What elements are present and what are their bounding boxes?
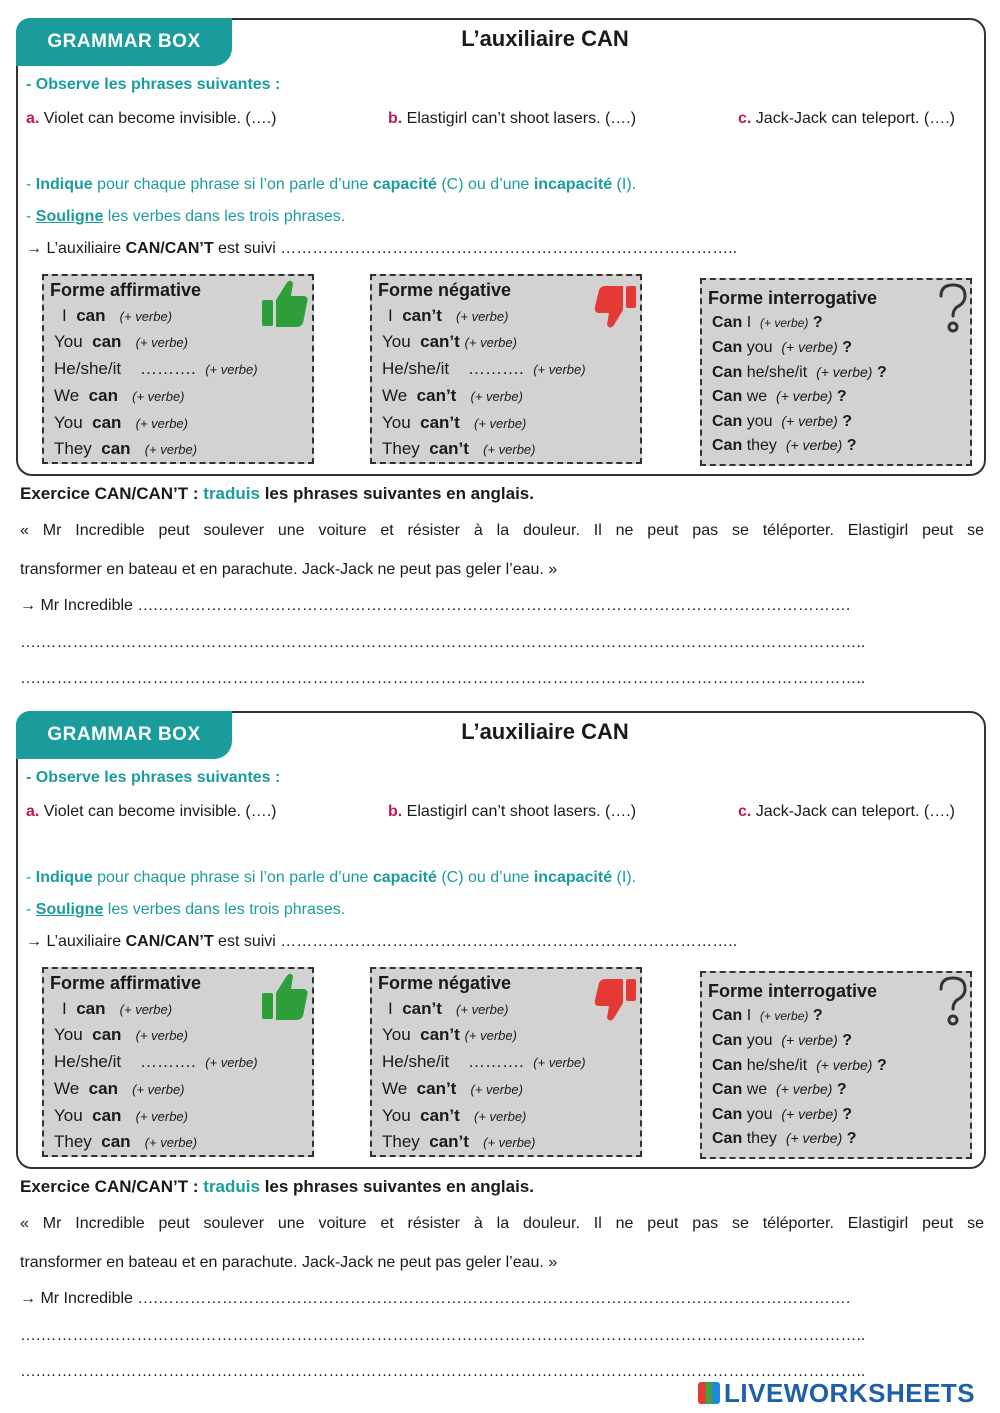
question-icon	[936, 282, 970, 334]
sentence-c: c. Jack-Jack can teleport. (….)	[738, 803, 955, 820]
thumbs-up-icon	[260, 278, 310, 330]
affirmative-row: You can (+ verbe)	[54, 332, 188, 351]
negative-header: Forme négative	[378, 973, 512, 993]
grammar-box-tab: GRAMMAR BOX	[16, 18, 232, 66]
interrogative-row: Can I (+ verbe) ?	[712, 1007, 823, 1024]
thumbs-down-icon	[594, 284, 638, 330]
exercise-paragraph-line2: transformer en bateau et en parachute. Jack-Jack ne peut pas geler l’eau. »	[20, 1254, 558, 1271]
can-followed-by-line: → L’auxiliaire CAN/CAN’T est suivi …………………………………………………………………………..	[26, 933, 738, 950]
negative-form-panel	[370, 274, 642, 464]
sentence-a: a. Violet can become invisible. (….)	[26, 803, 277, 820]
negative-row: I can’t (+ verbe)	[388, 999, 509, 1018]
grammar-worksheet	[0, 693, 1000, 1393]
interrogative-row: Can you (+ verbe) ?	[712, 1106, 853, 1123]
affirmative-row: They can (+ verbe)	[54, 1132, 198, 1151]
negative-row: We can’t (+ verbe)	[382, 1079, 523, 1098]
answer-line-1[interactable]: → Mr Incredible ….………………………………………………………………………………………………………………….	[20, 597, 851, 614]
interrogative-row: Can we (+ verbe) ?	[712, 1081, 847, 1098]
negative-row: We can’t (+ verbe)	[382, 386, 523, 405]
negative-header: Forme négative	[378, 280, 512, 300]
sentence-b: b. Elastigirl can’t shoot lasers. (….)	[388, 110, 637, 127]
negative-row: You can’t (+ verbe)	[382, 332, 517, 351]
indique-instruction: - Indique pour chaque phrase si l’on parle d’une capacité (C) ou d’une incapacité (I).	[26, 869, 637, 886]
grammar-box-tab: GRAMMAR BOX	[16, 711, 232, 759]
worksheet-title: L’auxiliaire CAN	[461, 26, 629, 51]
interrogative-header: Forme interrogative	[708, 288, 878, 308]
affirmative-row: He/she/it ………. (+ verbe)	[54, 359, 258, 378]
sentence-b: b. Elastigirl can’t shoot lasers. (….)	[388, 803, 637, 820]
negative-row: I can’t (+ verbe)	[388, 306, 509, 325]
can-followed-by-line: → L’auxiliaire CAN/CAN’T est suivi …………………………………………………………………………..	[26, 240, 738, 257]
negative-row: He/she/it ………. (+ verbe)	[382, 359, 586, 378]
exercise-paragraph-line1: « Mr Incredible peut soulever une voiture et résister à la douleur. Il ne peut pas se téléporter. Elastigirl peut se	[20, 1215, 984, 1232]
interrogative-row: Can they (+ verbe) ?	[712, 437, 857, 454]
affirmative-row: You can (+ verbe)	[54, 1106, 188, 1125]
souligne-instruction: - Souligne les verbes dans les trois phrases.	[26, 208, 346, 225]
interrogative-row: Can we (+ verbe) ?	[712, 388, 847, 405]
answer-line-2[interactable]: ….………………………………………………………………………………………………………………………………………..	[20, 1327, 866, 1344]
affirmative-row: I can (+ verbe)	[62, 306, 173, 325]
interrogative-row: Can you (+ verbe) ?	[712, 1032, 853, 1049]
worksheet-title: L’auxiliaire CAN	[461, 719, 629, 744]
souligne-instruction: - Souligne les verbes dans les trois phrases.	[26, 901, 346, 918]
exercise-title: Exercice CAN/CAN’T : traduis les phrases suivantes en anglais.	[20, 484, 534, 503]
negative-row: You can’t (+ verbe)	[382, 1106, 527, 1125]
question-icon	[936, 975, 970, 1027]
interrogative-row: Can I (+ verbe) ?	[712, 314, 823, 331]
interrogative-row: Can he/she/it (+ verbe) ?	[712, 1057, 887, 1074]
negative-row: They can’t (+ verbe)	[382, 439, 536, 458]
negative-row: They can’t (+ verbe)	[382, 1132, 536, 1151]
affirmative-header: Forme affirmative	[50, 280, 202, 300]
negative-row: He/she/it ………. (+ verbe)	[382, 1052, 586, 1071]
sentence-a: a. Violet can become invisible. (….)	[26, 110, 277, 127]
grammar-worksheet	[0, 0, 1000, 700]
affirmative-row: You can (+ verbe)	[54, 413, 188, 432]
observe-instruction: - Observe les phrases suivantes :	[26, 769, 281, 786]
answer-line-3[interactable]: ….………………………………………………………………………………………………………………………………………..	[20, 670, 866, 687]
affirmative-row: We can (+ verbe)	[54, 1079, 185, 1098]
exercise-paragraph-line1: « Mr Incredible peut soulever une voiture et résister à la douleur. Il ne peut pas se téléporter. Elastigirl peut se	[20, 522, 984, 539]
affirmative-row: You can (+ verbe)	[54, 1025, 188, 1044]
interrogative-header: Forme interrogative	[708, 981, 878, 1001]
interrogative-row: Can you (+ verbe) ?	[712, 339, 853, 356]
sentence-c: c. Jack-Jack can teleport. (….)	[738, 110, 955, 127]
answer-line-1[interactable]: → Mr Incredible ….………………………………………………………………………………………………………………….	[20, 1290, 851, 1307]
liveworksheets-watermark: LIVEWORKSHEETS	[698, 1378, 975, 1409]
answer-line-2[interactable]: ….………………………………………………………………………………………………………………………………………..	[20, 634, 866, 651]
liveworksheets-logo-icon	[698, 1382, 720, 1404]
exercise-title: Exercice CAN/CAN’T : traduis les phrases suivantes en anglais.	[20, 1177, 534, 1196]
affirmative-row: He/she/it ………. (+ verbe)	[54, 1052, 258, 1071]
thumbs-up-icon	[260, 971, 310, 1023]
answer-line-3[interactable]: ….………………………………………………………………………………………………………………………………………..	[20, 1363, 866, 1380]
negative-form-panel	[370, 967, 642, 1157]
negative-row: You can’t (+ verbe)	[382, 1025, 517, 1044]
affirmative-form-panel	[42, 967, 314, 1157]
affirmative-row: They can (+ verbe)	[54, 439, 198, 458]
thumbs-down-icon	[594, 977, 638, 1023]
interrogative-row: Can he/she/it (+ verbe) ?	[712, 364, 887, 381]
affirmative-row: We can (+ verbe)	[54, 386, 185, 405]
exercise-paragraph-line2: transformer en bateau et en parachute. Jack-Jack ne peut pas geler l’eau. »	[20, 561, 558, 578]
interrogative-row: Can they (+ verbe) ?	[712, 1130, 857, 1147]
interrogative-row: Can you (+ verbe) ?	[712, 413, 853, 430]
affirmative-header: Forme affirmative	[50, 973, 202, 993]
interrogative-form-panel	[700, 971, 972, 1159]
affirmative-form-panel	[42, 274, 314, 464]
observe-instruction: - Observe les phrases suivantes :	[26, 76, 281, 93]
affirmative-row: I can (+ verbe)	[62, 999, 173, 1018]
negative-row: You can’t (+ verbe)	[382, 413, 527, 432]
indique-instruction: - Indique pour chaque phrase si l’on parle d’une capacité (C) ou d’une incapacité (I).	[26, 176, 637, 193]
interrogative-form-panel	[700, 278, 972, 466]
